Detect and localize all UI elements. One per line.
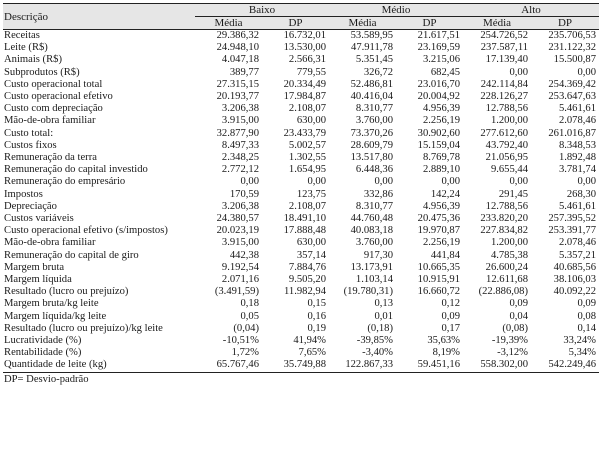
table-row [3,42,599,54]
row-value: 20.023,19 [216,225,259,237]
row-value: (3.491,59) [214,286,259,298]
row-value: -3,12% [497,347,529,359]
row-value: 779,55 [296,66,326,78]
header-description: Descrição [3,4,195,30]
table-row [3,67,599,79]
row-value: 3.760,00 [355,115,393,127]
row-value: 0,08 [577,310,597,322]
row-label: Animais (R$) [4,54,62,66]
row-value: 5.002,57 [288,139,326,151]
row-value: 12.788,56 [485,200,529,212]
row-value: 3.915,00 [221,237,259,249]
row-value: 20.193,77 [216,91,259,103]
row-label: Impostos [4,188,43,200]
table-row [3,54,599,66]
table-row [3,335,599,347]
table-row [3,115,599,127]
row-value: (0,18) [367,322,393,334]
row-label: Margem líquida/kg leite [4,310,107,322]
row-value: 0,09 [509,298,529,310]
row-value: 30.902,60 [417,127,461,139]
row-value: 43.792,40 [485,139,529,151]
row-value: 2.108,07 [288,200,326,212]
row-value: 4.956,39 [422,103,461,115]
row-label: Custo operacional efetivo (s/impostos) [4,225,168,237]
row-value: -19,39% [491,335,529,347]
row-value: 3.206,38 [221,200,259,212]
row-value: 20.004,92 [417,91,461,103]
row-value: 2.772,12 [221,164,259,176]
footnote: DP= Desvio-padrão [4,373,89,385]
header-dp-baixo: DP [262,17,329,30]
row-value: 254.726,52 [480,30,529,41]
row-value: -3,40% [362,347,393,359]
row-value: 231.122,32 [548,42,597,54]
row-value: 2.256,19 [422,115,461,127]
row-value: 326,72 [363,66,393,78]
table-row [3,323,599,335]
row-label: Lucratividade (%) [4,335,82,347]
table-row [3,176,599,188]
row-value: 3.915,00 [221,115,259,127]
table-row [3,103,599,115]
row-value: 917,30 [363,249,393,261]
row-value: 40.416,04 [350,91,393,103]
row-value: 59.451,16 [396,359,463,372]
header-media-medio: Média [329,17,396,30]
row-value: 33,24% [563,335,597,347]
row-value: 242.114,84 [480,78,529,90]
row-value: 2.108,07 [288,103,326,115]
row-value: -10,51% [222,335,259,347]
row-value: 0,00 [509,66,529,78]
row-label: Depreciação [4,200,57,212]
row-value: 0,12 [441,298,461,310]
row-value: 253.647,63 [548,91,597,103]
row-value: 3.760,00 [355,237,393,249]
row-value: 16.660,72 [417,286,461,298]
row-value: 0,13 [374,298,393,310]
row-value: 0,00 [577,176,597,188]
row-value: 442,38 [229,249,259,261]
table-row [3,79,599,91]
row-label: Remuneração do empresário [4,176,126,188]
row-value: 228.126,27 [480,91,529,103]
table-row [3,347,599,359]
row-value: 12.788,56 [485,103,529,115]
row-value: 9.192,54 [221,261,259,273]
table-row [3,152,599,164]
row-value: 13.517,80 [350,152,393,164]
header-dp-alto: DP [531,17,599,30]
row-value: 0,05 [240,310,259,322]
row-value: 9.505,20 [288,274,326,286]
table-header [3,4,599,30]
row-value: 19.970,87 [417,225,461,237]
table-container [3,3,597,385]
table-row [3,311,599,323]
row-value: 18.491,10 [283,213,326,225]
row-value: 277.612,60 [480,127,529,139]
row-value: 0,18 [240,298,259,310]
table-row [3,164,599,176]
row-label: Leite (R$) [4,42,48,54]
row-value: 65.767,46 [195,359,262,372]
row-value: 9.655,44 [490,164,529,176]
row-value: 23.016,70 [417,78,461,90]
row-value: 3.215,06 [422,54,461,66]
row-value: 227.834,82 [480,225,529,237]
row-value: 2.889,10 [422,164,461,176]
table-row [3,91,599,103]
row-value: 7,65% [298,347,326,359]
row-value: 28.609,79 [350,139,393,151]
row-label: Receitas [4,30,40,41]
row-value: 20.334,49 [283,78,326,90]
row-value: 2.078,46 [558,237,597,249]
row-value: 4.785,38 [490,249,529,261]
row-value: 52.486,81 [350,78,393,90]
row-label: Rentabilidade (%) [4,347,82,359]
row-value: 24.380,57 [216,213,259,225]
row-value: (0,08) [502,322,529,334]
row-value: -39,85% [356,335,393,347]
row-value: 254.369,42 [548,78,597,90]
header-group-baixo: Baixo [195,4,329,17]
row-value: 0,09 [441,310,461,322]
row-value: 3.206,38 [221,103,259,115]
row-value: 2.566,31 [288,54,326,66]
row-label: Margem bruta [4,261,65,273]
row-value: 0,00 [240,176,259,188]
row-value: 53.589,95 [350,30,393,41]
row-label: Remuneração da terra [4,152,97,164]
row-value: 5.357,21 [558,249,597,261]
row-value: 5.461,61 [558,200,597,212]
cost-table [3,3,599,373]
row-label: Remuneração do capital de giro [4,249,139,261]
row-value: 122.867,33 [329,359,396,372]
row-value: 8.310,77 [355,103,393,115]
row-value: 26.600,24 [485,261,529,273]
table-row [3,286,599,298]
table-row [3,237,599,249]
row-value: 32.877,90 [216,127,259,139]
row-value: 5,34% [568,347,597,359]
row-value: 24.948,10 [216,42,259,54]
row-value: 1.200,00 [490,115,529,127]
row-value: 542.249,46 [531,359,599,372]
table-row [3,213,599,225]
row-value: 13.173,91 [350,261,393,273]
row-value: 15.500,87 [553,54,597,66]
row-value: 2.078,46 [558,115,597,127]
row-value: 0,14 [577,322,597,334]
row-value: 235.706,53 [548,30,597,41]
row-value: 40.685,56 [553,261,597,273]
row-value: 2.071,16 [221,274,259,286]
row-value: 253.391,77 [548,225,597,237]
row-value: 1.200,00 [490,237,529,249]
row-value: 6.448,36 [355,164,393,176]
row-value: 17.139,40 [485,54,529,66]
row-label: Custos variáveis [4,213,74,225]
row-value: 23.433,79 [283,127,326,139]
row-label: Remuneração do capital investido [4,164,148,176]
row-value: 13.530,00 [283,42,326,54]
row-value: 268,30 [566,188,597,200]
row-value: 8.348,53 [558,139,597,151]
row-value: 0,16 [307,310,326,322]
row-value: 0,04 [509,310,529,322]
row-value: 35,63% [427,335,461,347]
row-value: 682,45 [430,66,461,78]
row-value: 4.956,39 [422,200,461,212]
row-value: 1.103,14 [355,274,393,286]
row-label: Custos fixos [4,139,57,151]
row-value: 0,00 [374,176,393,188]
row-value: 0,00 [509,176,529,188]
row-value: 630,00 [296,115,326,127]
row-value: 8,19% [432,347,461,359]
row-value: 17.888,48 [283,225,326,237]
row-value: 5.461,61 [558,103,597,115]
row-value: 2.348,25 [221,152,259,164]
row-value: 291,45 [498,188,529,200]
row-value: 558.302,00 [463,359,531,372]
row-value: 44.760,48 [350,213,393,225]
table-row [3,30,599,43]
row-value: 5.351,45 [355,54,393,66]
row-value: 233.820,20 [480,213,529,225]
row-value: 0,19 [307,322,326,334]
table-row [3,128,599,140]
row-value: 47.911,78 [351,42,393,54]
row-label: Mão-de-obra familiar [4,237,96,249]
row-value: 0,09 [577,298,597,310]
row-value: 16.732,01 [283,30,326,41]
row-value: 10.915,91 [417,274,461,286]
row-label: Custo com depreciação [4,103,103,115]
table-row [3,225,599,237]
row-value: 8.769,78 [422,152,461,164]
row-value: 23.169,59 [417,42,461,54]
row-value: 261.016,87 [548,127,597,139]
row-value: 0,00 [577,66,597,78]
table-row [3,298,599,310]
row-value: (22.886,08) [478,286,529,298]
row-value: (19.780,31) [343,286,393,298]
row-label: Mão-de-obra familiar [4,115,96,127]
row-value: 12.611,68 [486,274,529,286]
row-value: 1,72% [231,347,259,359]
row-value: 10.665,35 [417,261,461,273]
row-label: Custo operacional total [4,78,103,90]
row-value: 1.892,48 [558,152,597,164]
row-value: 0,01 [374,310,393,322]
row-value: 21.056,95 [485,152,529,164]
row-value: 7.884,76 [288,261,326,273]
row-value: 170,59 [229,188,259,200]
table-row [3,262,599,274]
header-media-alto: Média [463,17,531,30]
row-value: 38.106,03 [553,274,597,286]
header-group-alto: Alto [463,4,599,17]
row-value: 11.982,94 [284,286,326,298]
row-value: 0,15 [307,298,326,310]
row-label: Resultado (lucro ou prejuízo) [4,286,129,298]
row-label: Custo total: [4,127,54,139]
row-value: 21.617,51 [417,30,461,41]
row-label: Custo operacional efetivo [4,91,113,103]
row-value: (0,04) [233,322,259,334]
row-value: 73.370,26 [350,127,393,139]
row-value: 41,94% [293,335,326,347]
row-value: 123,75 [296,188,326,200]
row-value: 3.781,74 [558,164,597,176]
table-row [3,140,599,152]
header-group-medio: Médio [329,4,463,17]
row-value: 332,86 [363,188,393,200]
row-value: 4.047,18 [221,54,259,66]
row-value: 29.386,32 [216,30,259,41]
row-value: 1.654,95 [288,164,326,176]
row-value: 20.475,36 [417,213,461,225]
row-value: 40.092,22 [553,286,597,298]
row-value: 357,14 [296,249,326,261]
row-value: 0,00 [441,176,461,188]
row-value: 389,77 [229,66,259,78]
row-value: 27.315,15 [216,78,259,90]
table-row [3,359,599,372]
row-label: Quantidade de leite (kg) [3,359,195,372]
row-value: 257.395,52 [548,213,597,225]
row-label: Margem líquida [4,274,72,286]
row-value: 40.083,18 [350,225,393,237]
row-value: 35.749,88 [262,359,329,372]
table-row [3,250,599,262]
row-value: 441,84 [430,249,461,261]
row-label: Margem bruta/kg leite [4,298,99,310]
row-value: 17.984,87 [283,91,326,103]
header-dp-medio: DP [396,17,463,30]
row-value: 142,24 [430,188,461,200]
row-label: Subprodutos (R$) [4,66,80,78]
row-value: 0,17 [441,322,461,334]
row-value: 630,00 [296,237,326,249]
table-body [3,30,599,373]
row-value: 0,00 [307,176,326,188]
row-value: 237.587,11 [480,42,529,54]
table-row [3,274,599,286]
row-value: 1.302,55 [288,152,326,164]
row-label: Resultado (lucro ou prejuízo)/kg leite [4,322,163,334]
header-media-baixo: Média [195,17,262,30]
table-row [3,189,599,201]
row-value: 8.310,77 [355,200,393,212]
row-value: 8.497,33 [221,139,259,151]
table-row [3,201,599,213]
row-value: 15.159,04 [417,139,461,151]
row-value: 2.256,19 [422,237,461,249]
